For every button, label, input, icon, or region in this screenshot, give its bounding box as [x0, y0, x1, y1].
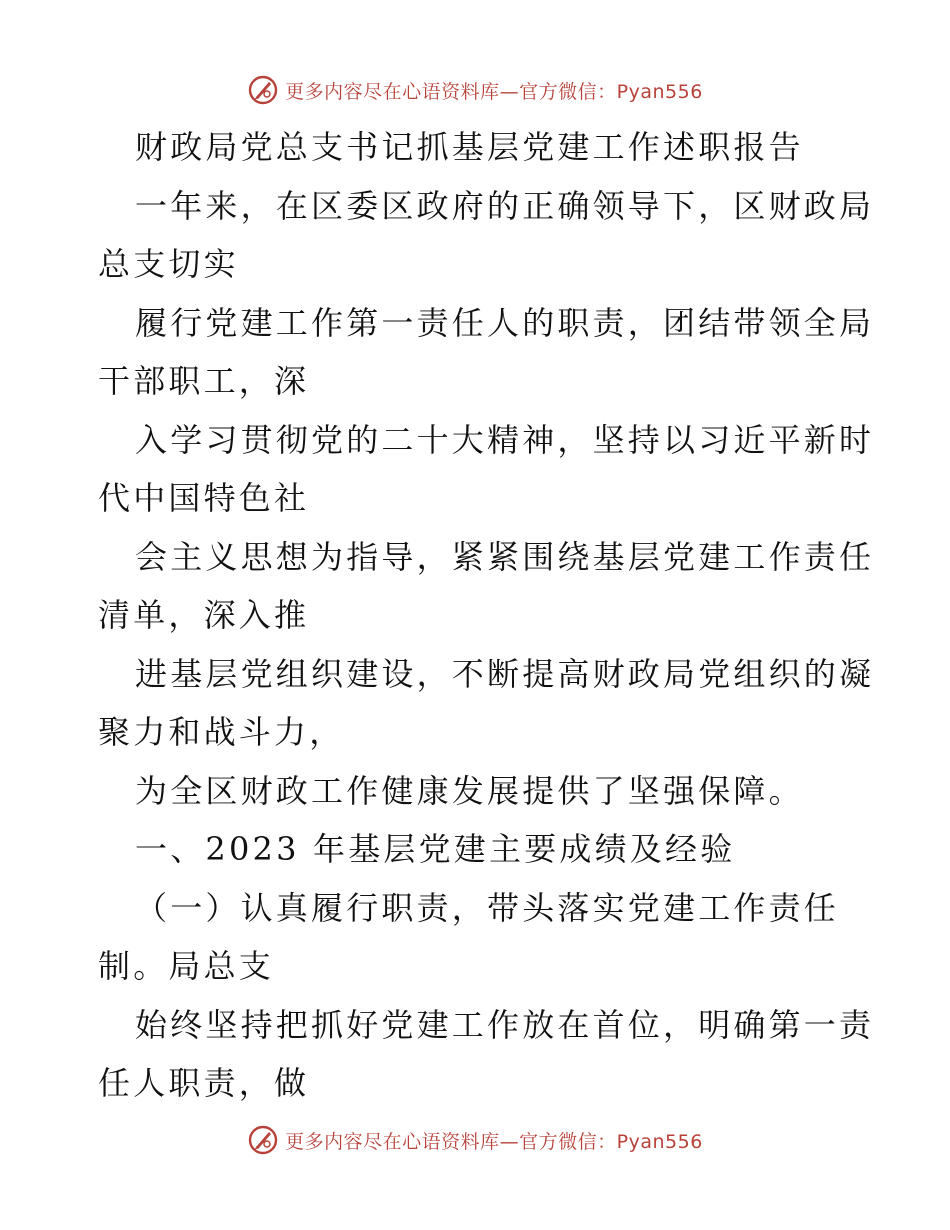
paragraph-line: 会主义思想为指导，紧紧围绕基层党建工作责任 [135, 537, 875, 576]
paragraph-line: 清单，深入推 [98, 596, 310, 634]
paragraph-line: 进基层党组织建设，不断提高财政局党组织的凝 [135, 654, 875, 693]
paragraph-line: 任人职责，做 [98, 1064, 310, 1102]
paragraph-line: 入学习贯彻党的二十大精神，坚持以习近平新时 [135, 420, 875, 459]
paragraph-line: 制。局总支 [98, 947, 275, 985]
watermark-text: 更多内容尽在心语资料库—官方微信：Pyan556 [285, 80, 703, 103]
subsection-heading-line: （一）认真履行职责，带头落实党建工作责任 [135, 888, 840, 927]
paragraph-line: 始终坚持把抓好党建工作放在首位，明确第一责 [135, 1005, 875, 1044]
paragraph-line: 聚力和战斗力， [98, 713, 345, 751]
header-watermark-banner [0, 70, 950, 110]
document-body [98, 118, 875, 1113]
paragraph-line: 一年来，在区委区政府的正确领导下，区财政局 [135, 186, 875, 225]
paragraph-line: 为全区财政工作健康发展提供了坚强保障。 [135, 771, 804, 810]
section-heading-line: 一、2023 年基层党建主要成绩及经验 [135, 830, 736, 868]
paragraph-line: 代中国特色社 [98, 479, 310, 517]
paragraph-line: 干部职工，深 [98, 362, 310, 400]
document-title-line: 财政局党总支书记抓基层党建工作述职报告 [135, 128, 804, 166]
paragraph-line: 总支切实 [98, 245, 239, 283]
feather-pen-seal-icon [247, 1124, 279, 1156]
footer-watermark-banner [0, 1120, 950, 1160]
paragraph-line: 履行党建工作第一责任人的职责，团结带领全局 [135, 303, 875, 342]
watermark-text: 更多内容尽在心语资料库—官方微信：Pyan556 [285, 1130, 703, 1153]
feather-pen-seal-icon [247, 74, 279, 106]
